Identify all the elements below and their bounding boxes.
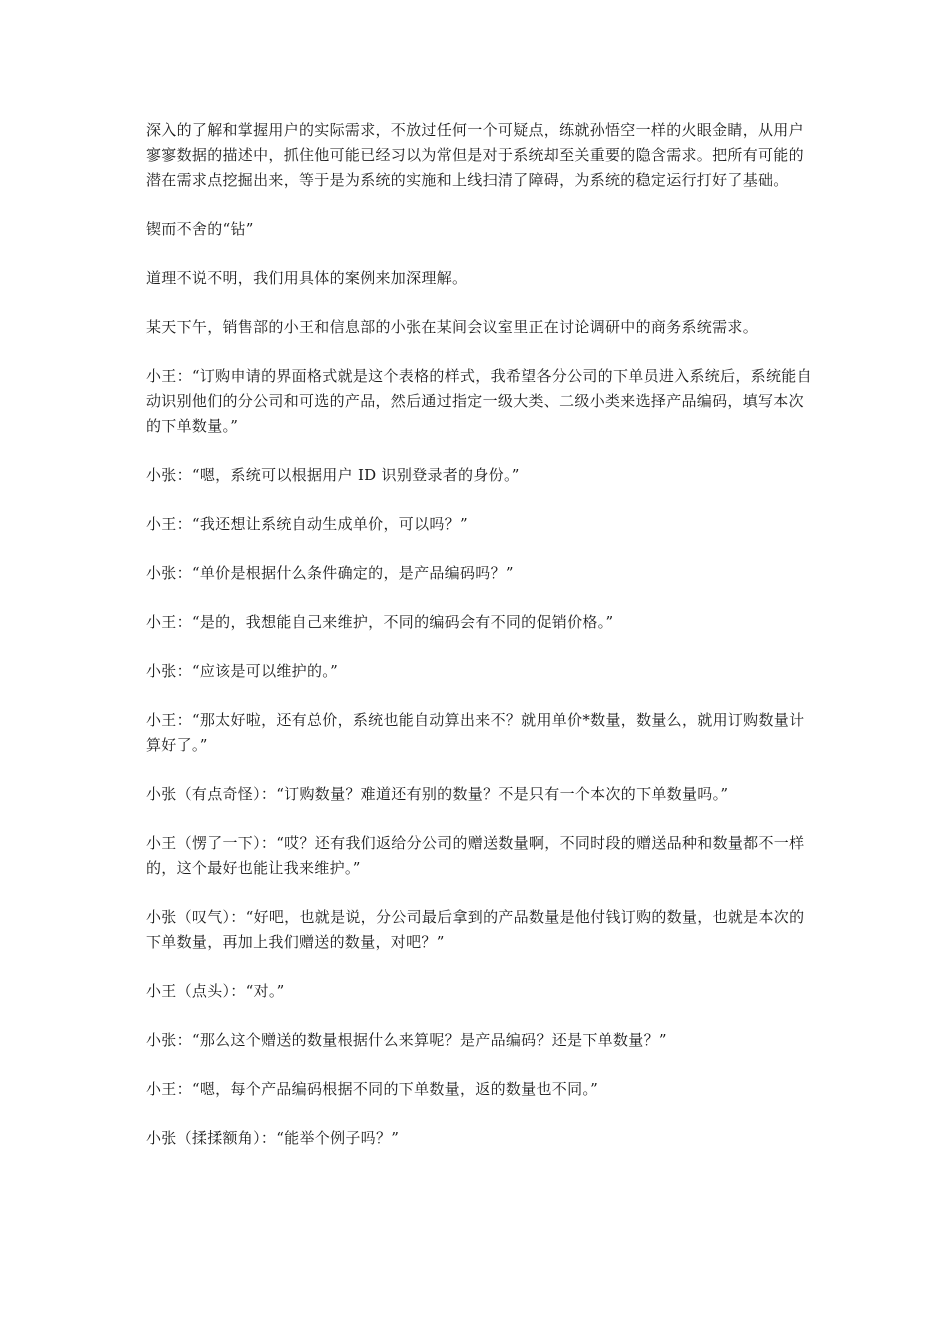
intro-paragraph: 深入的了解和掌握用户的实际需求，不放过任何一个可疑点，练就孙悟空一样的火眼金睛，从用户寥寥数据的描述中，抓住他可能已经习以为常但是对于系统却至关重要的隐含需求。把所有可能的潜在需求点挖掘出来，等于是为系统的实施和上线扫清了障碍，为系统的稳定运行打好了基础。 bbox=[146, 121, 804, 189]
body-paragraph: 某天下午，销售部的小王和信息部的小张在某间会议室里正在讨论调研中的商务系统需求。 bbox=[146, 318, 759, 336]
dialogue-line: 小王：“那太好啦，还有总价，系统也能自动算出来不？就用单价*数量，数量么，就用订购数量计算好了。” bbox=[146, 711, 805, 754]
dialogue-line: 小王（点头）：“对。” bbox=[146, 982, 285, 1000]
dialogue-line: 小王：“嗯，每个产品编码根据不同的下单数量，返的数量也不同。” bbox=[146, 1080, 599, 1098]
dialogue-line: 小王：“我还想让系统自动生成单价，可以吗？” bbox=[146, 515, 468, 533]
dialogue-line: 小张：“那么这个赠送的数量根据什么来算呢？是产品编码？还是下单数量？” bbox=[146, 1031, 667, 1049]
body-paragraph: 道理不说不明，我们用具体的案例来加深理解。 bbox=[146, 269, 468, 287]
document-page bbox=[146, 118, 814, 1175]
dialogue-line: 小张（揉揉额角）：“能举个例子吗？” bbox=[146, 1129, 400, 1147]
dialogue-line: 小张：“应该是可以维护的。” bbox=[146, 662, 339, 680]
dialogue-line: 小王（愣了一下）：“哎？还有我们返给分公司的赠送数量啊，不同时段的赠送品种和数量都不一样的，这个最好也能让我来维护。” bbox=[146, 834, 805, 877]
dialogue-line: 小张（叹气）：“好吧，也就是说，分公司最后拿到的产品数量是他付钱订购的数量，也就是本次的下单数量，再加上我们赠送的数量，对吧？” bbox=[146, 908, 805, 951]
dialogue-line: 小张：“嗯，系统可以根据用户 ID 识别登录者的身份。” bbox=[146, 466, 520, 484]
dialogue-line: 小王：“是的，我想能自己来维护，不同的编码会有不同的促销价格。” bbox=[146, 613, 614, 631]
section-heading: 锲而不舍的“钻” bbox=[146, 220, 254, 238]
dialogue-line: 小张（有点奇怪）：“订购数量？难道还有别的数量？不是只有一个本次的下单数量吗。” bbox=[146, 785, 729, 803]
dialogue-line: 小张：“单价是根据什么条件确定的，是产品编码吗？” bbox=[146, 564, 514, 582]
dialogue-line: 小王：“订购申请的界面格式就是这个表格的样式，我希望各分公司的下单员进入系统后，系统能自动识别他们的分公司和可选的产品，然后通过指定一级大类、二级小类来选择产品编码，填写本次的下单数量。” bbox=[146, 367, 812, 435]
